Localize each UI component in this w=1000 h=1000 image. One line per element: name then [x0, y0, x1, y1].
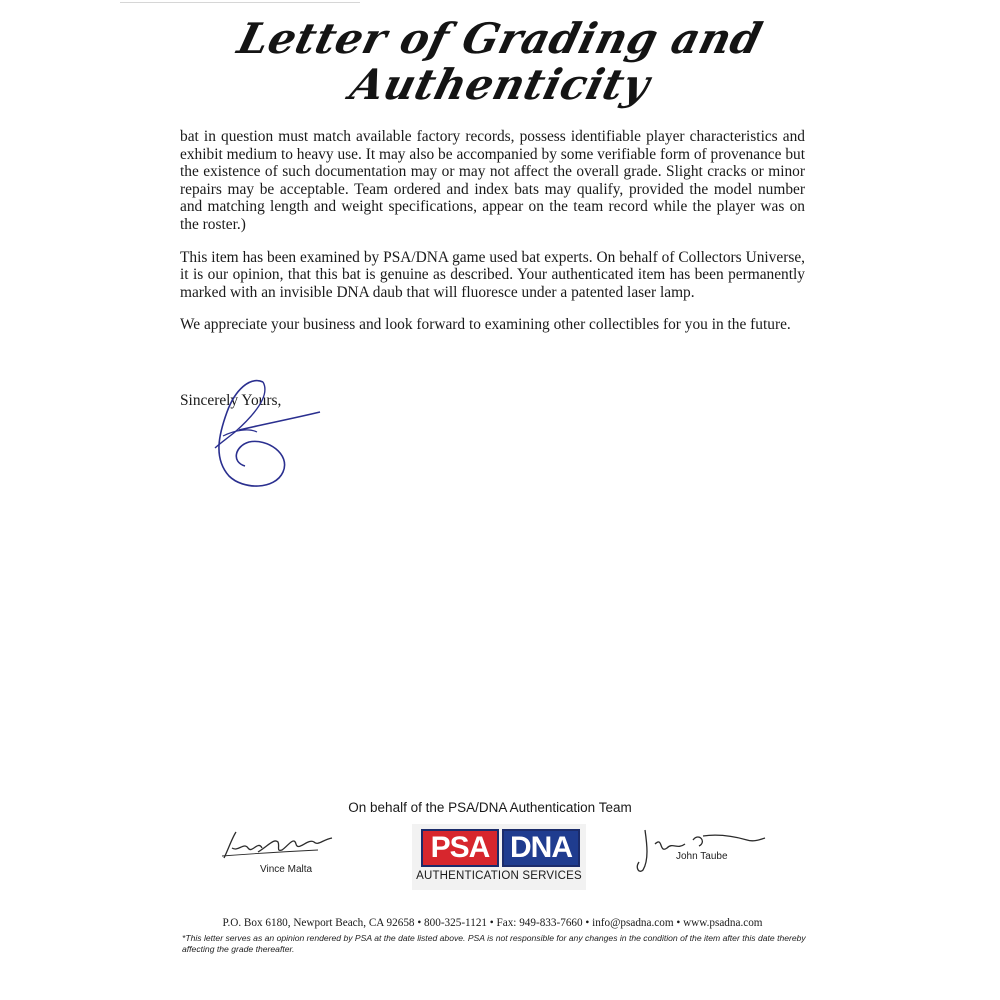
body-paragraph-2: This item has been examined by PSA/DNA game used bat experts. On behalf of Collectors Universe, it is our opinion, that this bat is genuine as described. Your authenticated item has been permanently marked with an invisible DNA daub that will fluoresce under a patented laser lamp.	[180, 248, 805, 301]
logo-caption: AUTHENTICATION SERVICES	[416, 870, 582, 882]
behalf-statement: On behalf of the PSA/DNA Authentication Team	[348, 800, 632, 815]
logo-dna-box: DNA	[502, 829, 580, 867]
letter-title-line1: Letter of Grading and	[233, 14, 768, 63]
signature-vince-malta	[218, 828, 338, 864]
handwritten-signature	[205, 372, 330, 497]
body-paragraph-1: bat in question must match available factory records, possess identifiable player characteristics and exhibit medium to heavy use. It may also be accompanied by some verifiable form of provenance but the existence of such documentation may or may not affect the overall grade. Slight cracks or minor repairs may be acceptable. Team ordered and index bats may qualify, provided the model number and matching length and weight specifications, appear on the team record while the player was on the roster.)	[180, 128, 805, 233]
signatory-name-left: Vince Malta	[260, 864, 313, 875]
logo-psa-box: PSA	[421, 829, 499, 867]
contact-address: P.O. Box 6180, Newport Beach, CA 92658 • 800-325-1121 • Fax: 949-833-7660 • info@psadna.com • www.psadna.com	[222, 917, 763, 929]
disclaimer-text: *This letter serves as an opinion rendered by PSA at the date listed above. PSA is not responsible for any changes in the condition of the item after this date thereby affecting the grade thereafter.	[182, 933, 806, 954]
top-divider	[120, 2, 360, 3]
body-paragraph-3: We appreciate your business and look forward to examining other collectibles for you in the future.	[180, 316, 791, 334]
letter-body	[180, 128, 805, 349]
closing-text: Sincerely Yours,	[180, 392, 282, 409]
signatory-name-right: John Taube	[676, 851, 728, 862]
letter-title-line2: Authenticity	[345, 60, 655, 109]
psa-dna-logo	[412, 824, 586, 890]
